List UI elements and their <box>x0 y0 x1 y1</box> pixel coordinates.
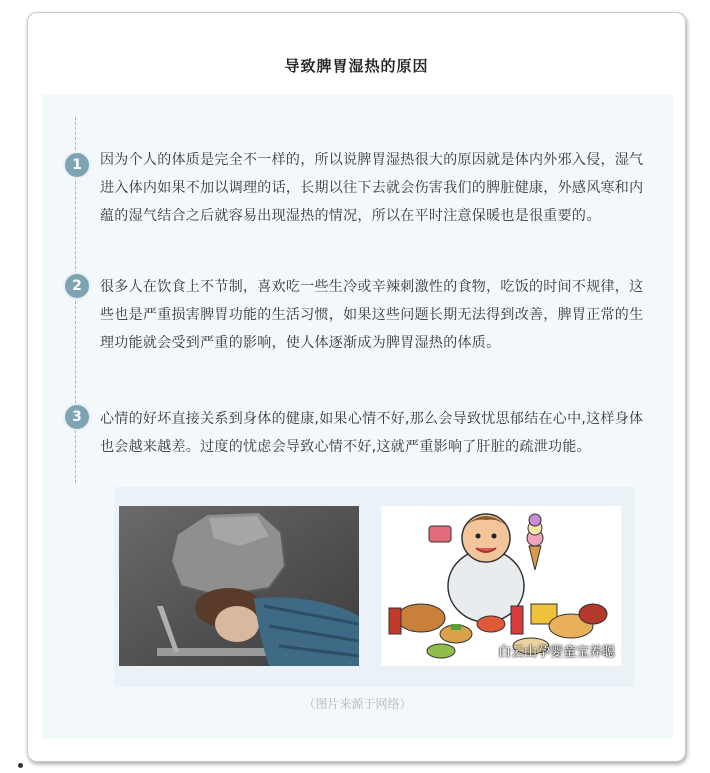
stressed-person-illustration <box>119 506 359 666</box>
image-caption: （图片来源于网络） <box>303 697 412 711</box>
step-text-2: 很多人在饮食上不节制，喜欢吃一些生冷或辛辣刺激性的食物，吃饭的时间不规律，这些也是严重损害脾胃功能的生活习惯，如果这些问题长期无法得到改善，脾胃正常的生理功能就会受到严重的影响，使人体逐渐成为脾胃湿热的体质。 <box>100 279 644 351</box>
article-card <box>27 12 686 762</box>
step-number-3: 3 <box>63 403 91 431</box>
content-panel <box>42 95 673 739</box>
step-number-2: 2 <box>63 272 91 300</box>
step-text-1: 因为个人的体质是完全不一样的，所以说脾胃湿热很大的原因就是体内外邪入侵，湿气进入体内如果不加以调理的话，长期以往下去就会伤害我们的脾脏健康，外感风寒和内蕴的湿气结合之后就容易出现湿热的情况，所以在平时注意保暖也是很重要的。 <box>100 152 644 224</box>
step-number-1: 1 <box>63 151 91 179</box>
junk-food-image <box>381 506 621 666</box>
stressed-person-image <box>119 506 359 666</box>
bullet-dot <box>18 763 23 768</box>
watermark-label: 白云山孕婴童宝养聪 <box>497 645 615 660</box>
article-title: 导致脾胃湿热的原因 <box>284 57 429 75</box>
step-text-3: 心情的好坏直接关系到身体的健康,如果心情不好,那么会导致忧思郁结在心中,这样身体也会越来越差。过度的忧虑会导致心情不好,这就严重影响了肝脏的疏泄功能。 <box>100 411 644 455</box>
